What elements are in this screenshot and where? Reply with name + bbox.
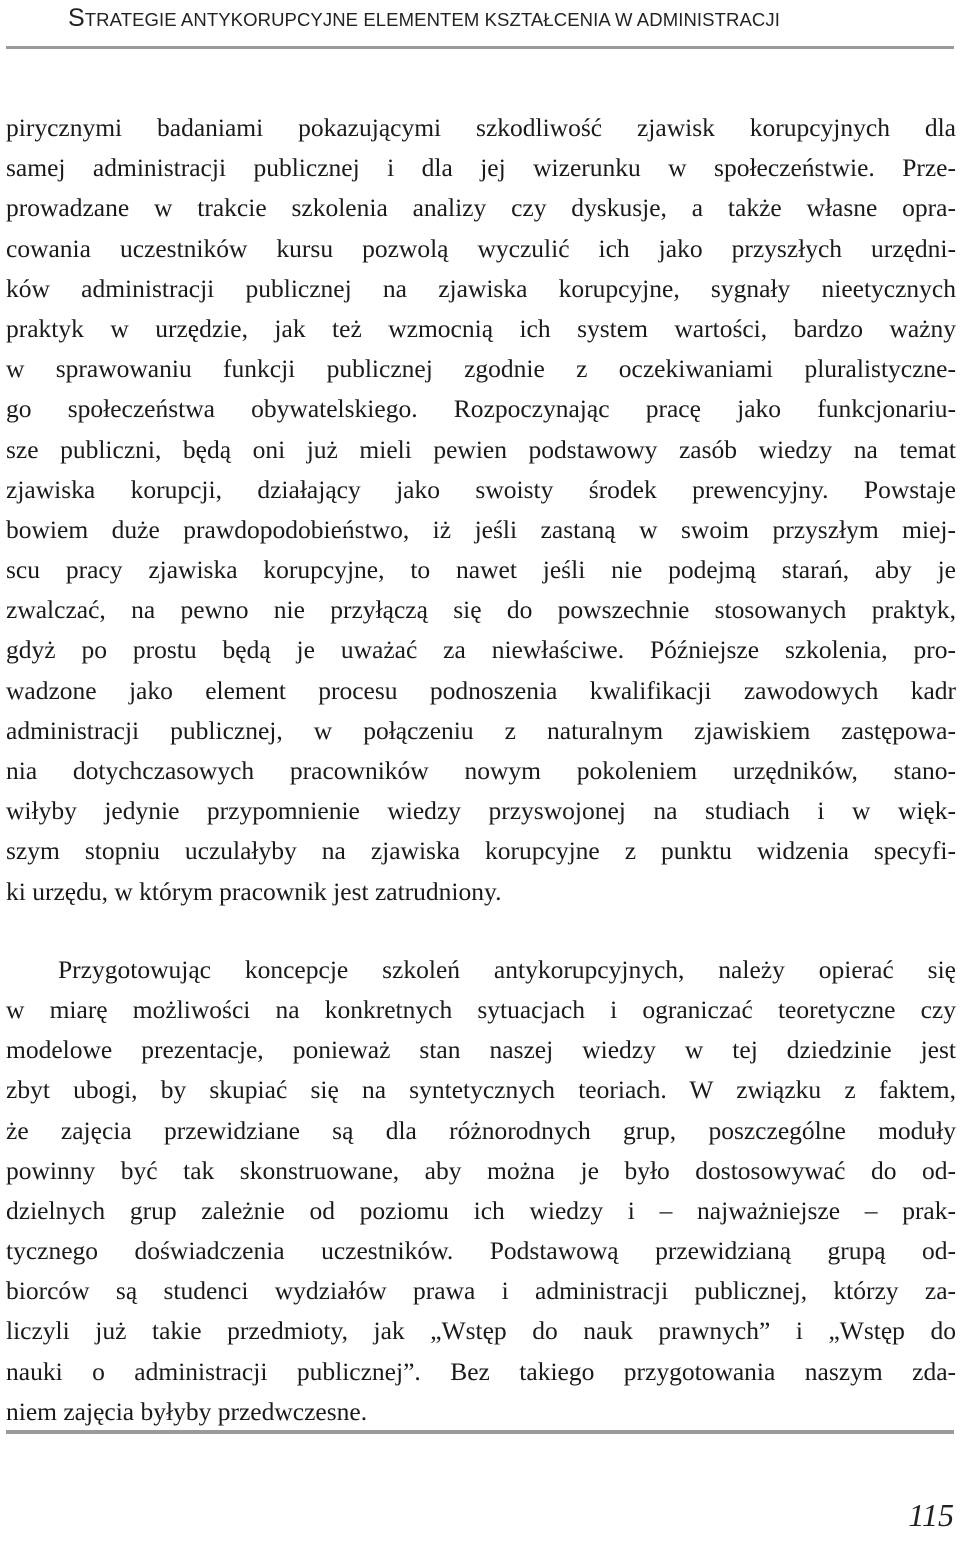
text-line: ków administracji publicznej na zjawiska korupcyjne, sygnały nieetycznych — [6, 273, 956, 303]
running-head-initial: S — [68, 4, 85, 32]
text-line: tycznego doświadczenia uczestników. Podstawową przewidzianą grupą od- — [6, 1236, 956, 1266]
text-line: liczyli już takie przedmioty, jak „Wstęp do nauk prawnych” i „Wstęp do — [6, 1316, 956, 1346]
text-line: nia dotychczasowych pracowników nowym pokoleniem urzędników, stano- — [6, 756, 956, 785]
text-line: Przygotowując koncepcje szkoleń antykorupcyjnych, należy opierać się — [58, 954, 956, 984]
text-line: samej administracji publicznej i dla jej wizerunku w społeczeństwie. Prze- — [6, 153, 956, 183]
running-head-title — [68, 4, 780, 33]
text-line: zwalczać, na pewno nie przyłączą się do powszechnie stosowanych praktyk, — [6, 595, 956, 625]
text-line: szym stopniu uczulałyby na zjawiska korupcyjne z punktu widzenia specyfi- — [6, 836, 956, 866]
text-line: zjawiska korupcji, działający jako swoisty środek prewencyjny. Powstaje — [6, 474, 956, 504]
body-text — [6, 108, 956, 1432]
text-line: administracji publicznej, w połączeniu z naturalnym zjawiskiem zastępowa- — [6, 715, 956, 745]
running-head — [6, 0, 954, 49]
text-line: prowadzane w trakcie szkolenia analizy czy dyskusje, a także własne opra- — [6, 193, 956, 223]
text-line: scu pracy zjawiska korupcyjne, to nawet jeśli nie podejmą starań, aby je — [6, 555, 956, 585]
text-line: sze publiczni, będą oni już mieli pewien podstawowy zasób wiedzy na temat — [6, 434, 956, 464]
text-line: zbyt ubogi, by skupiać się na syntetycznych teoriach. W związku z faktem, — [6, 1075, 956, 1105]
text-line: w sprawowaniu funkcji publicznej zgodnie z oczekiwaniami pluralistyczne- — [6, 354, 956, 384]
text-line: nauki o administracji publicznej”. Bez takiego przygotowania naszym zda- — [6, 1356, 956, 1386]
text-line: wadzone jako element procesu podnoszenia kwalifikacji zawodowych kadr — [6, 675, 956, 705]
text-line: że zajęcia przewidziane są dla różnorodnych grup, poszczególne moduły — [6, 1115, 956, 1145]
text-line: ki urzędu, w którym pracownik jest zatrudniony. — [6, 876, 502, 906]
text-line: go społeczeństwa obywatelskiego. Rozpoczynając pracę jako funkcjonariu- — [6, 394, 956, 424]
text-line: praktyk w urzędzie, jak też wzmocnią ich system wartości, bardzo ważny — [6, 313, 956, 343]
running-head-rest: TRATEGIE ANTYKORUPCYJNE ELEMENTEM KSZTAŁCENIA W ADMINISTRACJI — [84, 9, 780, 30]
text-line: w miarę możliwości na konkretnych sytuacjach i ograniczać teoretyczne czy — [6, 994, 956, 1024]
text-line: bowiem duże prawdopodobieństwo, iż jeśli zastaną w swoim przyszłym miej- — [6, 514, 956, 544]
text-line: wiłyby jedynie przypomnienie wiedzy przyswojonej na studiach i w więk- — [6, 796, 956, 826]
text-line: cowania uczestników kursu pozwolą wyczulić ich jako przyszłych urzędni- — [6, 233, 956, 263]
text-line: modelowe prezentacje, ponieważ stan naszej wiedzy w tej dziedzinie jest — [6, 1035, 956, 1065]
text-line: pirycznymi badaniami pokazującymi szkodliwość zjawisk korupcyjnych dla — [6, 113, 956, 142]
text-line: powinny być tak skonstruowane, aby można je było dostosowywać do od- — [6, 1155, 956, 1185]
text-line: dzielnych grup zależnie od poziomu ich wiedzy i – najważniejsze – prak- — [6, 1195, 956, 1225]
paragraph-2 — [6, 950, 956, 1432]
text-line: gdyż po prostu będą je uważać za niewłaściwe. Późniejsze szkolenia, pro- — [6, 635, 956, 665]
text-line: biorców są studenci wydziałów prawa i administracji publicznej, którzy za- — [6, 1276, 956, 1306]
footer-rule — [6, 1430, 954, 1434]
page-number: 115 — [908, 1497, 954, 1533]
text-line: niem zajęcia byłyby przedwczesne. — [6, 1396, 368, 1426]
paragraph-1 — [6, 108, 956, 912]
